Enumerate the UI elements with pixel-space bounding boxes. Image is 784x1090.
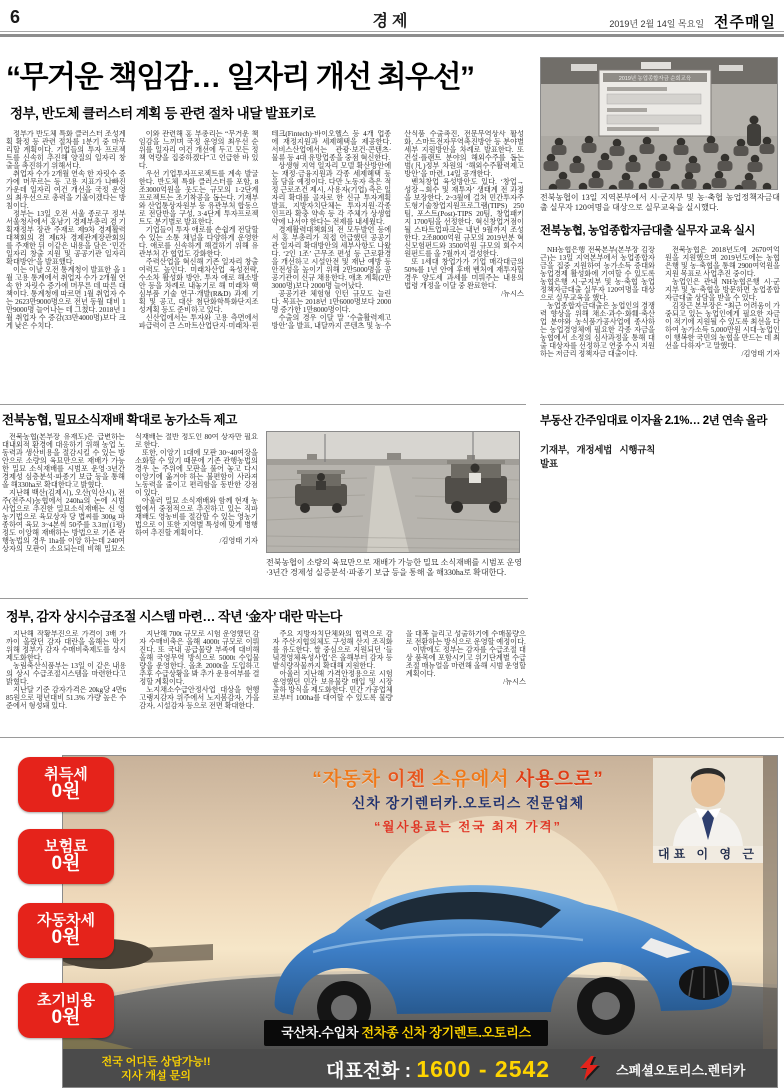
main-subhead: 정부, 반도체 클러스터 계획 등 관련 절차 내달 발표키로 — [10, 106, 316, 121]
milmyo-headline: 전북농협, 밀묘소식재배 확대로 농가소득 제고 — [2, 413, 237, 427]
rice-field-illustration — [267, 432, 519, 552]
ad-subline: 신차 장기렌터카.오토리스 전문업체 — [351, 795, 585, 811]
slogan-word: “자동차 — [312, 769, 381, 790]
paragraph: 또 1세대 창업가가 기업 매각대금의 50%를 1년 안에 후배 벤처에 재투자할 경우 양도세 과세를 미뤄주는 내용의 법령 개정을 이달 중 완료한다. — [404, 258, 524, 290]
education-photo — [540, 57, 778, 190]
ad-phone — [326, 1056, 550, 1083]
car-rental-ad — [62, 755, 778, 1088]
education-photo-caption: 전북농협이 13일 지역본부에서 시·군지부 및 농·축협 농업정책자금대출 실무자 120여명을 대상으로 실무교육을 실시했다. — [540, 193, 780, 212]
lightning-logo-icon — [578, 1056, 604, 1082]
ad-slogan — [243, 764, 673, 791]
education-photo-illustration — [541, 58, 777, 189]
paragraph: 농업인은 관내 NH농협은행 시·군지부 및 농·축협을 방문하면 농업종합자금대출 상담을 받을 수 있다. — [665, 278, 780, 302]
section-title: 경제 — [372, 13, 412, 30]
badge-initial-cost: 초기비용 0원 — [18, 983, 114, 1038]
paragraph: 지난달 기준 감자가격은 20kg당 4만685원으로 평년대비 51.3% 가량 높은 수준에서 형성돼 있다. — [6, 686, 127, 710]
paragraph: 경제활력대책회의 전 모두발언 등에서 홍 부총리가 직접 언급했던 공공기관 일자리 확대방안의 세부사항도 나왔다. ‘2인 1조’ 근무조 편성 등 근로환경을 개선하고 시설안전 및 재난 예방 등 안전성을 높이기 위해 2만5000명을 공공기관이 신규 채용한다. 애초 계획(2만3000명)보다 2000명 늘어났다. — [271, 226, 392, 290]
paragraph: NH농협은행 전북본부(본부장 김장근)는 13일 지역본부에서 농업종합자금을 집중 지원하여 농가소득 증대와 농업경제 활성화에 기여할 수 있도록 농협은행 시·군지부 및 농·축협 농업정책자금대출 실무자 120여명을 대상으로 실무교육을 했다. — [540, 246, 655, 302]
paragraph: 농림축산식품부는 13일 이 같은 내용의 상시 수급조절시스템을 마련한다고 밝혔다. — [6, 662, 127, 686]
badge-acquisition-tax: 취득세 0원 — [18, 757, 114, 812]
phone-number: 1600 - 2542 — [416, 1055, 551, 1082]
paragraph: 이는 이날 오전 통계청이 발표한 올 1월 고용 통계에서 취업자 수가 2개월 연속 한 자릿수 증가에 머무른 데 따른 대책이다. 통계청에 따르면 1월 취업자 수는 2623만9000명으로 전년 동월 대비 1만9000명 늘어나는 데 그쳤다. 2018년 1월 취업자 수 증감(33만4000명)보다 크게 낮은 수치다. — [6, 266, 126, 330]
ad-price-line: “월사용료는 전국 최저 가격” — [374, 820, 562, 834]
slogan-word: 소유에서 — [425, 769, 510, 790]
paragraph: 정부가 반도체 특화 클러스터 조성계획 확정 등 관련 절차를 1분기 중 마무리할 계획이다. 기업들의 투자 프로젝트를 신속히 추진해 양질의 일자리 창출을 촉진하기 위해서다. — [6, 130, 126, 170]
ad-footer-bar — [63, 1049, 778, 1088]
divider — [0, 737, 784, 738]
badge-insurance: 보험료 0원 — [18, 829, 114, 884]
ad-footer-left — [63, 1055, 241, 1084]
realestate-article-body — [540, 442, 780, 758]
ad-brand-name: 스페셜오토리스.렌터카 — [616, 1062, 746, 1078]
paragraph: 주요 지방자치단체와의 협력으로 감자 주산지협의체도 구성해 산지 조직화를 유도한다. 쌀 중심으로 지원되던 ‘들녘경영체육성사업’은 올해부터 감자 등 밭식량작물까지 확대해 지원한다. — [272, 630, 393, 670]
edu-headline: 전북농협, 농업종합자금대출 실무자 교육 실시 — [540, 225, 756, 237]
date: 2019년 2월 14일 목요일 — [609, 19, 705, 29]
paragraph: 농업종합자금대출은 농업인의 경쟁력 향상을 위해 채소·과수·화훼·축산업 분야와 농식품가공사업에 종사하는 농업경영체에 필요한 각종 자금을 농협에서 소정의 심사과정을 통해 대출 대상자를 선정하고 연중 수시 지원하는 저금리 정책자금 대출이다. — [540, 302, 655, 358]
paragraph: 상생형 지역 일자리 모델 확산방안에는 재정·금융지원과 각종 세제혜택 등을 담을 예정이다. 다만 노동자 측은 적정 근로조건 제시, 사용자(기업) 측은 일자리 확대를 골자로 한 신규 투자계획 발표, 지방자치단체는 투자지원·각종 인프라 확충 약속 등 각 주체가 상생협약에 나서야 한다는 전제를 내세웠다. — [271, 162, 392, 226]
pill-text-white: 국산차.수입차 — [281, 1025, 362, 1040]
paragraph: 벤처창업 육성방안도 있다. ‘창업→성장→회수 및 재투자’ 생태계 전 과정을 보장한다. 2~3월에 걸쳐 민간투자주도형기술창업지원프로그램(TIPS) 250팀, 포스트(Post)-TIPS 20팀, 창업패키지 1700팀을 선정한다. 혁신창업거점이 될 스타트업파크는 내년 9월까지 조성한다. 2조8000억원 규모의 2019년분 혁신모험펀드와 3500억원 규모의 회수지원펀드를 올 7월까지 결성한다. — [404, 178, 524, 258]
paragraph: 전북농협(본부장 유재도)은 급변하는 대내외적 환경에 대응하기 위해 농업 노동력과 생산비용을 절감시킬 수 있는 방안으로 소량의 육묘만으로 재배가 가능한 밀묘 소식재배를 시범포 운영·3년간 경제성 심층분석·파종기 보급 등을 통해 올 해330ha로 확대한다고 밝혔다. — [2, 433, 125, 489]
paragraph: 지난해 700t 규모로 시험 운영했던 감자 수매비축은 올해 4000t 규모로 이뤄진다. 또 국내 공급물량 부족에 대비해 올해 국영무역 방식으로 5000t 수입물량을 운영한다. 올초 2000t을 도입하고 추후 수급상황을 봐 추가 운용여부를 결정할 계획이다. — [139, 630, 260, 686]
byline: /뉴시스 — [501, 290, 524, 298]
byline: /김영태 기자 — [741, 350, 780, 358]
paragraph: 아울러 밀묘 소식재배와 함께 현재 농협에서 중점적으로 추진하고 있는 직파재배도 영농비를 절감할 수 있는 영농기법으로 이 또한 지역별 특성에 맞게 병행하여 추진할 계획이다. — [135, 497, 258, 537]
realestate-headline: 부동산 간주임대료 이자율 2.1%… 2년 연속 올라 — [540, 415, 768, 427]
potato-headline: 정부, 감자 상시수급조절 시스템 마련… 작년 ‘金자’ 대란 막는다 — [6, 609, 342, 624]
pill-text-yellow: 전차종 신차 장기렌트.오토리스 — [361, 1025, 531, 1040]
paragraph: 정부는 13일 오전 서울 종로구 정부서울청사에서 홍남기 경제부총리 겸 기획재정부 장관 주재로 제9차 경제활력대책회의 겸 제6차 경제관계장관회의를 주재한 뒤 이같은 내용을 담은 ‘민간 일자리 창출 지원 및 공공기관 일자리 확대방안’을 발표했다. — [6, 210, 126, 266]
paragraph: 전북농협은 2018년도에 2670여억원을 지원했으며 2019년도에는 농협은행 및 농·축협을 통해 2900여억원을 지원 목표로 사업추진 중이다. — [665, 246, 780, 278]
divider — [0, 404, 526, 405]
paragraph: 지난해 백산(김제시), 오산(익산시), 전주(전주시)농협에서 240ha의 논에 시범사업으로 추진한 밀묘소식재배는 신 영농기법으로 육묘상자 당 볍씨를 300g 파종하여 육묘 3~4본씩 50주를 3.3㎡(1평) 정도 이앙해 재배하는 방법으로 기존 관행농법의 경우 1ha를 이앙 하는데 240여 상자의 모판이 소요되는데 비해 밀묘소식재배는 절반 정도인 80여 상자만 필요로 한다. — [2, 433, 258, 553]
edu-article-body — [540, 246, 780, 398]
phone-label: 대표전화 : — [326, 1060, 417, 1082]
page-number: 6 — [10, 7, 21, 27]
potato-article-body — [6, 630, 526, 730]
slogan-word: 사용으로” — [509, 769, 604, 790]
main-headline: “무거운 책임감… 일자리 개선 최우선” — [6, 61, 474, 94]
main-article-body — [6, 130, 524, 398]
ceo-name-label: 대표 이 영 근 — [653, 846, 763, 863]
paragraph: 지난해 작황부진으로 가격이 3배 가까이 올랐던 감자 대란을 올해는 막기 위해 정부가 감자 수매비축제도를 상시 제도화한다. — [6, 630, 127, 662]
divider — [0, 598, 528, 599]
header-right — [609, 11, 776, 32]
realestate-subhead: 기재부, 개정세법 시행규칙 발표 — [540, 445, 655, 470]
paragraph: 이밖에도 정부는 감자를 수급조절 대상 품목에 포함시키고 위기단계별 수급조절 매뉴얼을 마련해 올해 시범 운영할 계획이다. — [405, 646, 526, 678]
badge-car-tax: 자동차세 0원 — [18, 903, 114, 958]
paragraph: 아울러 지난해 가격안정용으로 시험 운영했던 민간 보유물량 매입 및 시장 출하 방식을 제도화한다. 민간 가공업체로부터 100ha를 대여할 수 있도록 물량을 대폭 늘리고 성출하기에 수매물량으로 전환하는 방식으로 운영할 예정이다. — [272, 630, 526, 702]
byline: /김영태 기자 — [219, 537, 258, 545]
masthead: 전주매일 — [714, 14, 776, 31]
screen-title: 2019년 농업종합자금 순회교육 — [618, 76, 692, 82]
paragraph: 취업자 수가 2개월 연속 한 자릿수 증가에 머무르는 등 고용 지표가 나빠진 가운데 일자리 여건 개선을 국정 운영의 최우선으로 총력을 기울이겠다는 방침이다. — [6, 170, 126, 210]
rice-photo-caption: 전북농협이 소량의 육묘만으로 재배가 가능한 밀묘 소식재배를 시범포 운영·3년간 경제성 실증분석·파종기 보급 등을 통해 올 해330ha로 확대한다. — [266, 558, 522, 577]
paragraph: 신산업에서는 투자와 고용 측면에서 파급력이 큰 스마트산업단지·미래차·핀테크(Fintech)·바이오헬스 등 4개 업종에 재정지원과 세제혜택을 제공한다. 서비스산업에서는 관광·보건·콘텐츠·물류 등 4대 유망업종을 중점 혁신한다. — [138, 130, 392, 330]
paragraph: 또한, 이앙기 1대에 모판 30~40여장을 소화할 수 있기 때문에 기존 관행농법의 경우 논 주위에 모판을 풀어 놓고 다시 이앙기에 옮겨야 하는 불편함이 사라져 노동력을 줄이고 편리함을 동반한 강점이 있다. — [135, 449, 258, 497]
byline: /뉴시스 — [503, 678, 526, 686]
paragraph: 노지채소수급안정사업 대상을 현행 고랭지감자 위주에서 노지봄감자, 가을감자, 시설감자 등으로 전면 확대한다. — [139, 686, 260, 710]
paragraph: 우선 기업투자프로젝트를 계속 발굴한다. 반도체 특화 클러스터를 포함, 8조3000억원을 웃도는 규모의 1·2단계 프로젝트는 조기착공을 돕는다. 기재부와 산업통상자원부 등 유관부처 합동으로 전담반을 구성, 3·4단계 투자프로젝트도 분기별로 발표한다. — [138, 170, 259, 226]
divider — [540, 404, 784, 405]
header-rule — [0, 31, 784, 37]
footer-branch-text: 지사 개설 문의 — [121, 1070, 191, 1082]
paragraph: 공공기관 체험형 인턴 규모도 늘린다. 목표는 2018년 1만6000명보다 2000명 증가한 1만8000명이다. — [271, 290, 392, 314]
milmyo-article-body — [2, 433, 258, 595]
paragraph: 주력산업을 혁신해 기존 일자리 창출 여력도 높인다. 미래차산업 육성전략, 수소차 활성화 방안, 투자 애로 해소방안 등을 차례로 내놓기로 해 미래차 핵심부품 기술 연구·개발(R&D) 과제 기획 및 공고, 대산 첨단화학특화단지조성계획 등도 준비하고 있다. — [138, 258, 259, 314]
paragraph: 기업들이 투자 애로를 손쉽게 전달할 수 있는 소통 채널을 다양하게 운영한다. 애로를 신속하게 해결하기 위해 유관부처 간 협업도 강화한다. — [138, 226, 259, 258]
paragraph: 김장근 본부장은 “최근 어려움이 가중되고 있는 농업인에게 필요한 자금이 적기에 지원될 수 있도록 최선을 다하여 농가소득 5,000만원 시대·농업인이 행복한 국민의 농협을 만드는 데 최선을 다하자”고 말했다. — [665, 302, 780, 350]
paragraph: 수출의 경우 이달 말 ‘수출활력제고방안’을 발표, 내달까지 콘텐츠 및 농·수산식품 수출촉진, 전문무역상사 활성화, 스마트전자무역촉진방안 등 분야별 세부 지원방안을 차례로 발표한다. 또 건설·플랜트 분야의 해외수주를 돕는 범(凡)정부 차원의 ‘해외수주활력제고방안’을 마련, 14일 공개한다. — [271, 130, 524, 330]
paragraph: 이와 관련해 홍 부총리는 “무거운 책임감을 느끼며 국정 운영의 최우선 순위를 일자리 여건 개선에 두고 모든 정책 역량을 집중하겠다”고 언급한 바 있다. — [138, 130, 259, 170]
ceo-photo — [653, 758, 763, 846]
rice-field-photo — [266, 431, 520, 553]
ad-pill-banner — [264, 1020, 548, 1046]
footer-consult-text: 전국 어디든 상담가능!! — [101, 1055, 211, 1068]
slogan-word: 이젠 — [380, 769, 426, 790]
